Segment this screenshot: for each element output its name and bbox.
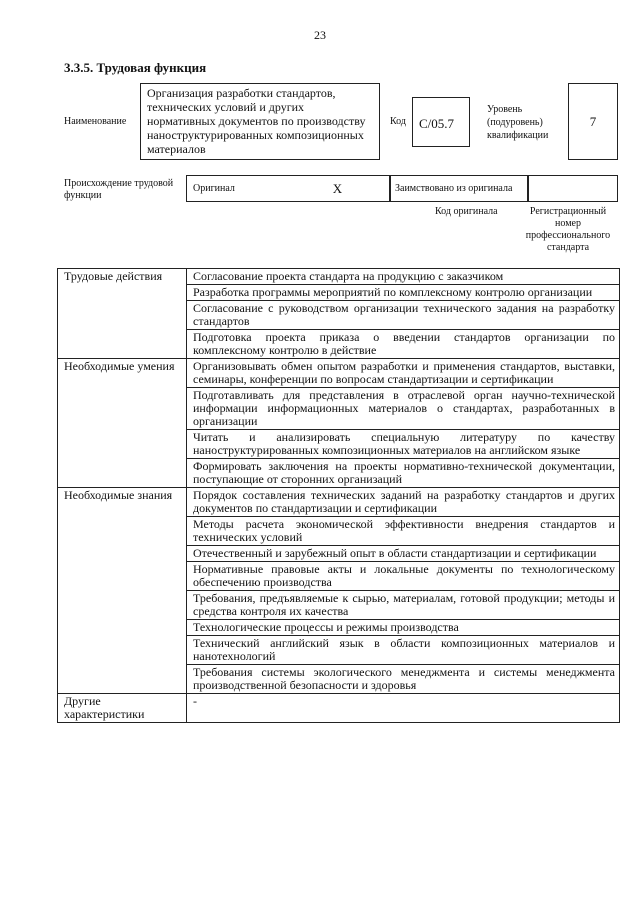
reg-number-label: Регистрационный номер профессионального стандарта — [525, 206, 611, 253]
item-cell: Формировать заключения на проекты нормативно-технической документации, поступающие от сторонних организаций — [187, 459, 620, 488]
page-number: 23 — [314, 28, 326, 42]
original-mark: X — [286, 175, 390, 202]
item-cell: Организовывать обмен опытом разработки и применения стандартов, выставки, семинары, конференции по вопросам стандартизации и сертификации — [187, 359, 620, 388]
item-cell: Технологические процессы и режимы производства — [187, 620, 620, 636]
category-cell: Трудовые действия — [58, 269, 187, 359]
code-value: C/05.7 — [412, 97, 470, 147]
item-cell: Порядок составления технических заданий на разработку стандартов и других документов по стандартизации и сертификации — [187, 488, 620, 517]
table-row — [58, 359, 620, 388]
table-row — [58, 488, 620, 517]
item-cell: - — [187, 694, 620, 723]
item-cell: Подготавливать для представления в отраслевой орган научно-технической информации информационных материалов о стандартах, разработанных в организации — [187, 388, 620, 430]
item-cell: Согласование проекта стандарта на продукцию с заказчиком — [187, 269, 620, 285]
name-label: Наименование — [64, 116, 127, 127]
origin-code-label: Код оригинала — [435, 206, 498, 217]
item-cell: Требования, предъявляемые к сырью, материалам, готовой продукции; методы и средства контроля их качества — [187, 591, 620, 620]
item-cell: Отечественный и зарубежный опыт в области стандартизации и сертификации — [187, 546, 620, 562]
table-row — [58, 269, 620, 285]
category-cell: Необходимые знания — [58, 488, 187, 694]
original-label: Оригинал — [186, 175, 286, 202]
item-cell: Согласование с руководством организации технического задания на разработку стандартов — [187, 301, 620, 330]
category-cell: Необходимые умения — [58, 359, 187, 488]
item-cell: Технический английский язык в области композиционных материалов и нанотехнологий — [187, 636, 620, 665]
borrowed-empty-cell — [528, 175, 618, 202]
origin-row — [186, 175, 618, 202]
level-label: Уровень (подуровень) квалификации — [487, 104, 549, 141]
item-cell: Подготовка проекта приказа о введении стандартов организации по комплексному контролю в действие — [187, 330, 620, 359]
borrowed-label: Заимствовано из оригинала — [390, 175, 528, 202]
item-cell: Разработка программы мероприятий по комплексному контролю организации — [187, 285, 620, 301]
code-label: Код — [390, 116, 406, 127]
level-value: 7 — [568, 83, 618, 160]
section-title: 3.3.5. Трудовая функция — [64, 60, 207, 75]
table-row — [58, 694, 620, 723]
name-value: Организация разработки стандартов, технических условий и других нормативных документов по производству наноструктурированных композиционных материалов — [140, 83, 380, 160]
item-cell: Требования системы экологического менеджмента и системы менеджмента производственной безопасности и здоровья — [187, 665, 620, 694]
origin-label: Происхождение трудовой функции — [64, 178, 174, 201]
item-cell: Методы расчета экономической эффективности внедрения стандартов и технических условий — [187, 517, 620, 546]
function-table — [57, 268, 620, 723]
item-cell: Читать и анализировать специальную литературу по качеству наноструктурированных композиционных материалов на английском языке — [187, 430, 620, 459]
category-cell: Другие характеристики — [58, 694, 187, 723]
item-cell: Нормативные правовые акты и локальные документы по технологическому обеспечению производства — [187, 562, 620, 591]
